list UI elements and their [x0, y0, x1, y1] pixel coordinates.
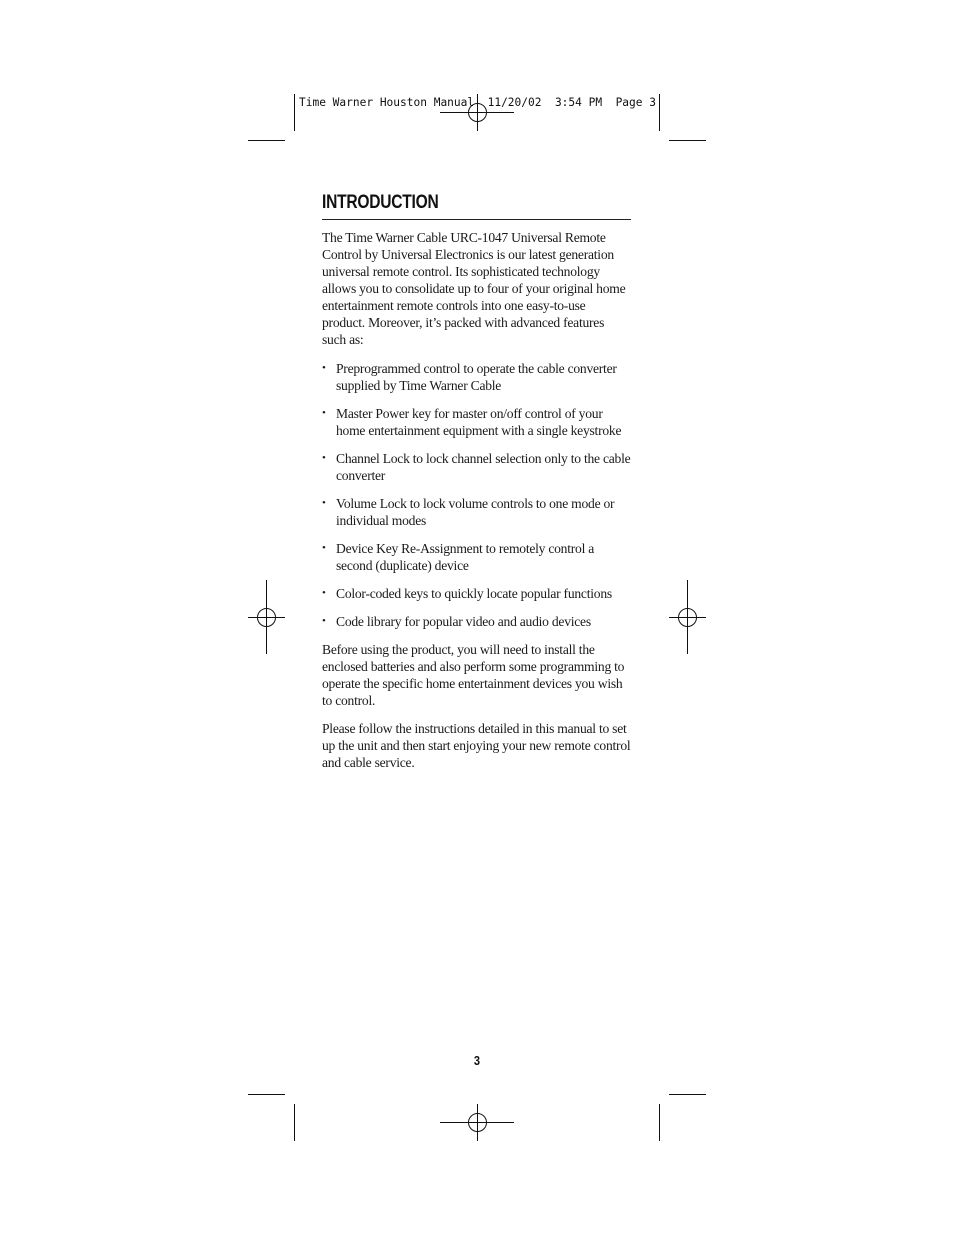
- page-number: 3: [473, 1053, 481, 1068]
- section-heading: INTRODUCTION: [322, 192, 439, 213]
- registration-mark-bottom: [440, 1104, 514, 1141]
- feature-text: Volume Lock to lock volume controls to one mode or individual modes: [336, 496, 615, 528]
- list-item: [322, 585, 631, 602]
- feature-list: [322, 360, 631, 630]
- bullet-symbol: •: [322, 497, 326, 509]
- feature-text: Channel Lock to lock channel selection only to the cable converter: [336, 451, 631, 483]
- bullet-symbol: •: [322, 362, 326, 374]
- list-item: [322, 405, 631, 439]
- registration-mark-right: [669, 580, 706, 654]
- bullet-symbol: •: [322, 587, 326, 599]
- registration-mark-left: [248, 580, 285, 654]
- registration-mark-top: [440, 94, 514, 131]
- bullet-symbol: •: [322, 407, 326, 419]
- heading-rule: [322, 219, 631, 220]
- feature-text: Master Power key for master on/off control of your home entertainment equipment with a single keystroke: [336, 406, 622, 438]
- closing-paragraph: Please follow the instructions detailed in this manual to set up the unit and then start enjoying your new remote control and cable service.: [322, 721, 631, 770]
- list-item: [322, 450, 631, 484]
- bullet-symbol: •: [322, 452, 326, 464]
- list-item: [322, 495, 631, 529]
- list-item: [322, 360, 631, 394]
- feature-text: Color-coded keys to quickly locate popular functions: [336, 586, 612, 601]
- list-item: [322, 540, 631, 574]
- list-item: [322, 613, 631, 630]
- print-slug-line: Time Warner Houston Manual 11/20/02 3:54 PM Page 3: [299, 96, 656, 109]
- intro-paragraph: The Time Warner Cable URC-1047 Universal Remote Control by Universal Electronics is our latest generation universal remote control. Its sophisticated technology allows you to consolidate up to four of your original home entertainment remote controls into one easy-to-use product. Moreover, it’s packed with advanced features such as:: [322, 230, 626, 347]
- bullet-symbol: •: [322, 542, 326, 554]
- feature-text: Code library for popular video and audio devices: [336, 614, 591, 629]
- setup-paragraph: Before using the product, you will need to install the enclosed batteries and also perform some programming to operate the specific home entertainment devices you wish to control.: [322, 642, 625, 708]
- feature-text: Preprogrammed control to operate the cable converter supplied by Time Warner Cable: [336, 361, 617, 393]
- feature-text: Device Key Re-Assignment to remotely control a second (duplicate) device: [336, 541, 595, 573]
- introduction-section: [322, 190, 631, 771]
- bullet-symbol: •: [322, 615, 326, 627]
